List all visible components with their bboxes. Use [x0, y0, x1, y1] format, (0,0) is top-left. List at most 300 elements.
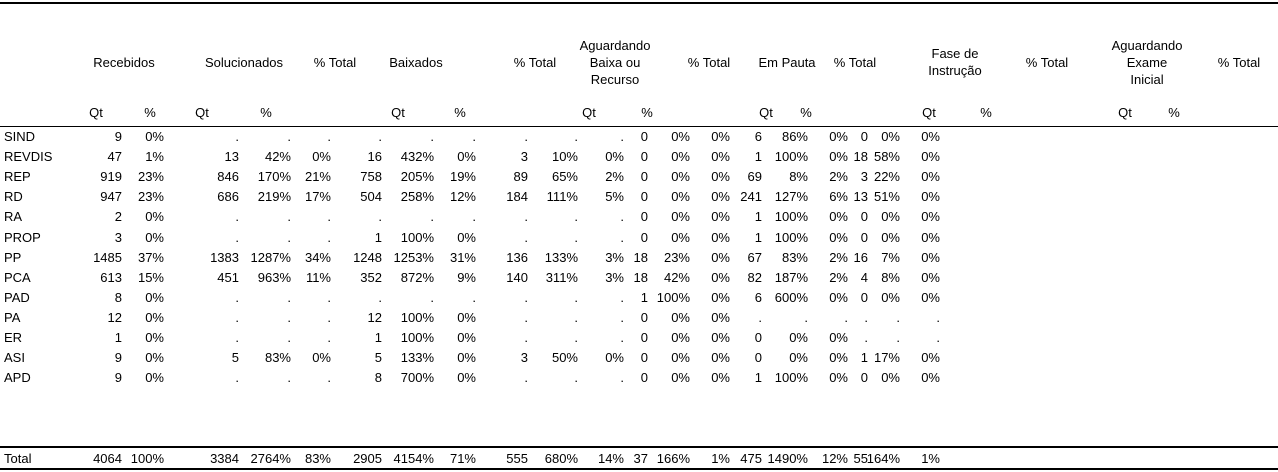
- table-cell: .: [620, 309, 624, 325]
- table-cell: 0%: [711, 249, 730, 265]
- table-cell: 127%: [774, 189, 808, 205]
- table-cell: 0%: [921, 169, 940, 185]
- table-cell: 0%: [711, 350, 730, 366]
- table-cell: 9: [114, 350, 122, 366]
- table-cell: .: [524, 129, 528, 144]
- total-cell: 37: [633, 451, 648, 466]
- table-cell: 0%: [671, 370, 690, 386]
- table-cell: .: [574, 229, 578, 245]
- table-cell: .: [287, 309, 291, 325]
- table-cell: .: [936, 309, 940, 325]
- table-cell: 23%: [663, 249, 690, 265]
- table-cell: 5: [374, 350, 382, 366]
- table-cell: 0%: [921, 209, 940, 225]
- table-cell: 3: [520, 149, 528, 165]
- table-cell: .: [620, 289, 624, 305]
- table-cell: 69: [747, 169, 762, 185]
- table-cell: 23%: [137, 189, 164, 205]
- table-cell: .: [287, 229, 291, 245]
- table-cell: 0: [860, 229, 868, 245]
- table-cell: 0%: [829, 229, 848, 245]
- table-cell: 311%: [545, 269, 578, 285]
- table-cell: 0%: [671, 330, 690, 345]
- table-cell: 0%: [671, 129, 690, 144]
- table-cell: 1: [754, 229, 762, 245]
- table-cell: 0%: [881, 229, 900, 245]
- table-cell: 700%: [400, 370, 434, 386]
- column-subheader: Qt: [759, 105, 773, 120]
- table-cell: .: [327, 289, 331, 305]
- table-cell: 0%: [145, 350, 164, 366]
- table-cell: 100%: [774, 229, 808, 245]
- table-cell: 0: [754, 350, 762, 366]
- table-cell: .: [574, 330, 578, 345]
- table-cell: 258%: [400, 189, 434, 205]
- table-cell: 0: [640, 350, 648, 366]
- table-cell: .: [620, 229, 624, 245]
- table-cell: 187%: [774, 269, 808, 285]
- table-cell: .: [378, 289, 382, 305]
- table-cell: 184: [506, 189, 528, 205]
- table-cell: .: [524, 289, 528, 305]
- table-cell: 0%: [881, 370, 900, 386]
- table-cell: 0%: [711, 269, 730, 285]
- table-cell: 0%: [605, 350, 624, 366]
- table-cell: 758: [360, 169, 382, 185]
- total-label: Total: [4, 451, 32, 466]
- table-cell: 67: [747, 249, 762, 265]
- table-cell: 0: [640, 229, 648, 245]
- table-cell: .: [896, 309, 900, 325]
- table-cell: .: [430, 289, 434, 305]
- table-cell: 0: [860, 209, 868, 225]
- column-header: % Total: [833, 54, 877, 70]
- table-cell: 13: [224, 149, 239, 165]
- table-cell: 352: [360, 269, 382, 285]
- row-label: REP: [4, 169, 31, 185]
- table-cell: .: [430, 209, 434, 225]
- table-cell: 0: [860, 289, 868, 305]
- table-cell: .: [524, 330, 528, 345]
- table-cell: 15%: [137, 269, 164, 285]
- table-cell: .: [235, 289, 239, 305]
- table-cell: 600%: [774, 289, 808, 305]
- table-cell: .: [524, 370, 528, 386]
- table-cell: 0: [640, 129, 648, 144]
- table-cell: 0%: [829, 149, 848, 165]
- total-cell: 475: [740, 451, 762, 466]
- table-cell: 0%: [789, 350, 808, 366]
- column-header: % Total: [313, 54, 357, 70]
- table-cell: 0%: [921, 189, 940, 205]
- table-cell: 0: [640, 169, 648, 185]
- table-cell: 0: [640, 309, 648, 325]
- table-cell: 0%: [457, 350, 476, 366]
- table-cell: 0%: [829, 129, 848, 144]
- table-cell: 83%: [264, 350, 291, 366]
- total-cell: 555: [506, 451, 528, 466]
- table-cell: 9: [114, 129, 122, 144]
- table-cell: 4: [860, 269, 868, 285]
- table-cell: 0%: [829, 209, 848, 225]
- table-cell: 0%: [457, 309, 476, 325]
- table-cell: 0%: [312, 350, 331, 366]
- table-cell: 100%: [774, 370, 808, 386]
- table-cell: 0%: [312, 149, 331, 165]
- table-cell: 65%: [551, 169, 578, 185]
- table-cell: .: [574, 289, 578, 305]
- column-subheader: Qt: [922, 105, 936, 120]
- table-cell: 9: [114, 370, 122, 386]
- table-cell: 451: [217, 269, 239, 285]
- table-cell: .: [524, 209, 528, 225]
- table-cell: .: [327, 229, 331, 245]
- total-cell: 83%: [304, 451, 331, 466]
- table-cell: 0%: [711, 129, 730, 144]
- column-subheader: %: [144, 105, 156, 120]
- table-cell: 0%: [457, 330, 476, 345]
- table-cell: 13: [853, 189, 868, 205]
- table-cell: 1253%: [393, 249, 434, 265]
- table-cell: 0%: [921, 289, 940, 305]
- table-cell: 0%: [671, 149, 690, 165]
- table-cell: 0: [640, 189, 648, 205]
- table-cell: .: [327, 209, 331, 225]
- table-cell: 16: [853, 249, 868, 265]
- table-cell: 0: [640, 370, 648, 386]
- table-cell: 0%: [145, 370, 164, 386]
- table-cell: .: [844, 309, 848, 325]
- table-cell: 0%: [145, 129, 164, 144]
- row-label: PCA: [4, 269, 31, 285]
- table-cell: 0%: [921, 129, 940, 144]
- table-cell: 963%: [257, 269, 291, 285]
- table-cell: .: [804, 309, 808, 325]
- total-cell: 4064: [93, 451, 122, 466]
- column-subheader: %: [980, 105, 992, 120]
- table-cell: .: [287, 129, 291, 144]
- table-cell: 7%: [881, 249, 900, 265]
- table-cell: 0%: [457, 229, 476, 245]
- column-subheader: Qt: [195, 105, 209, 120]
- table-cell: .: [235, 330, 239, 345]
- table-cell: 8: [114, 289, 122, 305]
- table-cell: .: [472, 129, 476, 144]
- table-cell: .: [620, 370, 624, 386]
- total-cell: 71%: [449, 451, 476, 466]
- row-label: PROP: [4, 229, 41, 245]
- column-subheader: Qt: [391, 105, 405, 120]
- column-subheader: %: [800, 105, 812, 120]
- row-label: APD: [4, 370, 31, 386]
- total-rule: [0, 446, 1278, 448]
- column-header: Instrução: [928, 63, 982, 78]
- table-cell: .: [574, 309, 578, 325]
- table-cell: 3%: [605, 269, 624, 285]
- total-cell: 12%: [821, 451, 848, 466]
- table-cell: 6: [754, 289, 762, 305]
- table-cell: .: [287, 370, 291, 386]
- row-label: ER: [4, 330, 23, 345]
- table-cell: 0%: [881, 289, 900, 305]
- table-cell: .: [620, 209, 624, 225]
- table-cell: 2: [114, 209, 122, 225]
- table-cell: 1: [640, 289, 648, 305]
- table-cell: 0%: [671, 309, 690, 325]
- table-cell: .: [235, 229, 239, 245]
- column-header: Fase de: [931, 46, 979, 61]
- total-cell: 1%: [711, 451, 730, 466]
- table-cell: 0%: [829, 370, 848, 386]
- table-cell: 58%: [873, 149, 900, 165]
- table-cell: .: [574, 370, 578, 386]
- table-cell: 0%: [605, 149, 624, 165]
- table-cell: 5: [231, 350, 239, 366]
- table-cell: .: [524, 309, 528, 325]
- bottom-rule: [0, 468, 1278, 470]
- table-cell: 50%: [551, 350, 578, 366]
- table-cell: .: [620, 330, 624, 345]
- table-cell: 0%: [457, 149, 476, 165]
- table-cell: 1: [374, 229, 382, 245]
- total-cell: 1%: [921, 451, 940, 466]
- table-cell: 16: [367, 149, 382, 165]
- table-cell: 12: [367, 309, 382, 325]
- table-cell: 0%: [881, 129, 900, 144]
- table-cell: 100%: [400, 309, 434, 325]
- table-cell: 2%: [829, 169, 848, 185]
- total-cell: 2905: [353, 451, 382, 466]
- table-cell: 170%: [257, 169, 291, 185]
- table-cell: 1: [754, 209, 762, 225]
- table-cell: .: [574, 129, 578, 144]
- table-cell: 0%: [671, 169, 690, 185]
- table-cell: .: [620, 129, 624, 144]
- table-cell: 0%: [789, 330, 808, 345]
- row-label: RD: [4, 189, 23, 205]
- table-cell: .: [287, 289, 291, 305]
- column-header: Em Pauta: [758, 54, 816, 70]
- table-cell: .: [524, 229, 528, 245]
- table-cell: 133%: [544, 249, 578, 265]
- table-cell: 47: [107, 149, 122, 165]
- table-cell: 3: [520, 350, 528, 366]
- table-cell: 0%: [711, 289, 730, 305]
- column-subheader: %: [454, 105, 466, 120]
- total-cell: 4154%: [393, 451, 434, 466]
- row-label: PA: [4, 309, 21, 325]
- table-cell: 0%: [145, 289, 164, 305]
- table-cell: 0: [640, 149, 648, 165]
- table-cell: 1248: [353, 249, 382, 265]
- header-rule: [0, 126, 1278, 127]
- table-cell: 1: [374, 330, 382, 345]
- table-cell: 12: [107, 309, 122, 325]
- table-cell: .: [574, 209, 578, 225]
- table-cell: 0%: [881, 209, 900, 225]
- column-header: Baixa ou: [589, 54, 641, 70]
- table-cell: .: [864, 309, 868, 325]
- table-cell: 8%: [789, 169, 808, 185]
- table-cell: .: [864, 330, 868, 345]
- table-cell: .: [430, 129, 434, 144]
- total-cell: 3384: [210, 451, 239, 466]
- table-cell: 18: [633, 269, 648, 285]
- table-cell: 0: [640, 330, 648, 345]
- table-cell: 18: [633, 249, 648, 265]
- table-cell: .: [936, 330, 940, 345]
- table-cell: .: [235, 309, 239, 325]
- table-cell: 1485: [93, 249, 122, 265]
- table-cell: 1: [754, 370, 762, 386]
- table-cell: .: [896, 330, 900, 345]
- table-cell: 205%: [400, 169, 434, 185]
- table-cell: 3: [114, 229, 122, 245]
- table-cell: 0%: [711, 149, 730, 165]
- table-cell: 0%: [145, 229, 164, 245]
- table-cell: 11%: [305, 269, 331, 285]
- table-cell: 241: [740, 189, 762, 205]
- table-cell: 82: [747, 269, 762, 285]
- column-header: % Total: [1217, 54, 1261, 70]
- table-cell: 872%: [400, 269, 434, 285]
- table-cell: 136: [506, 249, 528, 265]
- table-cell: .: [327, 129, 331, 144]
- total-cell: 166%: [656, 451, 690, 466]
- table-cell: 0%: [921, 149, 940, 165]
- table-cell: 8%: [881, 269, 900, 285]
- row-label: SIND: [4, 129, 36, 144]
- table-cell: 0: [754, 330, 762, 345]
- table-cell: 0%: [711, 309, 730, 325]
- table-cell: 100%: [400, 229, 434, 245]
- table-cell: 2%: [829, 249, 848, 265]
- table-cell: 504: [360, 189, 382, 205]
- column-subheader: Qt: [89, 105, 103, 120]
- table-cell: 17%: [873, 350, 900, 366]
- table-cell: 86%: [781, 129, 808, 144]
- table-cell: 0%: [145, 309, 164, 325]
- table-cell: .: [327, 309, 331, 325]
- total-cell: 680%: [544, 451, 578, 466]
- row-label: ASI: [4, 350, 25, 366]
- table-cell: 37%: [137, 249, 164, 265]
- table-cell: 1: [754, 149, 762, 165]
- column-subheader: %: [260, 105, 272, 120]
- column-header: Aguardando: [579, 37, 651, 53]
- table-cell: 17%: [304, 189, 331, 205]
- table-cell: 0%: [829, 330, 848, 345]
- table-cell: 1: [114, 330, 122, 345]
- table-cell: 2%: [829, 269, 848, 285]
- table-cell: 51%: [873, 189, 900, 205]
- column-header: Solucionados: [204, 54, 284, 70]
- table-cell: 0%: [711, 209, 730, 225]
- total-cell: 55: [853, 451, 868, 466]
- table-cell: .: [472, 289, 476, 305]
- table-cell: 100%: [774, 149, 808, 165]
- table-cell: .: [327, 330, 331, 345]
- table-cell: 19%: [449, 169, 476, 185]
- table-cell: 919: [100, 169, 122, 185]
- table-cell: 100%: [656, 289, 690, 305]
- table-cell: 31%: [449, 249, 476, 265]
- table-cell: .: [327, 370, 331, 386]
- table-cell: 2%: [605, 169, 624, 185]
- table-cell: 0: [860, 129, 868, 144]
- column-header: Exame: [1126, 54, 1168, 70]
- table-cell: 947: [100, 189, 122, 205]
- table-cell: 111%: [546, 189, 578, 205]
- table-cell: 6: [754, 129, 762, 144]
- table-cell: 3: [860, 169, 868, 185]
- table-cell: 12%: [449, 189, 476, 205]
- column-subheader: Qt: [1118, 105, 1132, 120]
- table-cell: 6%: [829, 189, 848, 205]
- table-cell: 100%: [400, 330, 434, 345]
- table-cell: .: [378, 129, 382, 144]
- table-cell: 0%: [457, 370, 476, 386]
- table-cell: .: [287, 330, 291, 345]
- table-cell: 0%: [711, 370, 730, 386]
- column-header: Baixados: [389, 54, 443, 70]
- column-header: % Total: [1025, 54, 1069, 70]
- table-cell: 89: [513, 169, 528, 185]
- column-header: Recebidos: [93, 54, 155, 70]
- table-cell: 0%: [921, 350, 940, 366]
- table-cell: 219%: [257, 189, 291, 205]
- table-cell: 34%: [304, 249, 331, 265]
- table-cell: 0%: [711, 189, 730, 205]
- table-cell: 23%: [137, 169, 164, 185]
- table-cell: 0%: [921, 269, 940, 285]
- total-cell: 164%: [866, 451, 900, 466]
- table-cell: 0%: [671, 350, 690, 366]
- table-cell: .: [235, 129, 239, 144]
- table-cell: 133%: [400, 350, 434, 366]
- table-cell: 1383: [210, 249, 239, 265]
- table-cell: 21%: [304, 169, 331, 185]
- table-cell: 0%: [829, 350, 848, 366]
- table-cell: 846: [217, 169, 239, 185]
- table-cell: .: [235, 370, 239, 386]
- table-cell: 432%: [400, 149, 434, 165]
- column-subheader: Qt: [582, 105, 596, 120]
- table-cell: 42%: [663, 269, 690, 285]
- table-cell: 0%: [671, 229, 690, 245]
- table-cell: 0%: [145, 330, 164, 345]
- table-cell: 686: [217, 189, 239, 205]
- table-cell: 0%: [829, 289, 848, 305]
- total-cell: 1490%: [767, 451, 808, 466]
- table-cell: .: [378, 209, 382, 225]
- table-cell: 140: [506, 269, 528, 285]
- table-cell: 10%: [551, 149, 578, 165]
- table-cell: 613: [100, 269, 122, 285]
- table-cell: 8: [374, 370, 382, 386]
- table-cell: 0: [860, 370, 868, 386]
- table-cell: 3%: [605, 249, 624, 265]
- table-cell: 1%: [145, 149, 164, 165]
- table-cell: 0%: [671, 209, 690, 225]
- table-cell: 0%: [711, 169, 730, 185]
- column-header: % Total: [687, 54, 731, 70]
- table-cell: 9%: [457, 269, 476, 285]
- row-label: RA: [4, 209, 23, 225]
- table-cell: 0%: [921, 229, 940, 245]
- table-cell: .: [235, 209, 239, 225]
- total-cell: 14%: [597, 451, 624, 466]
